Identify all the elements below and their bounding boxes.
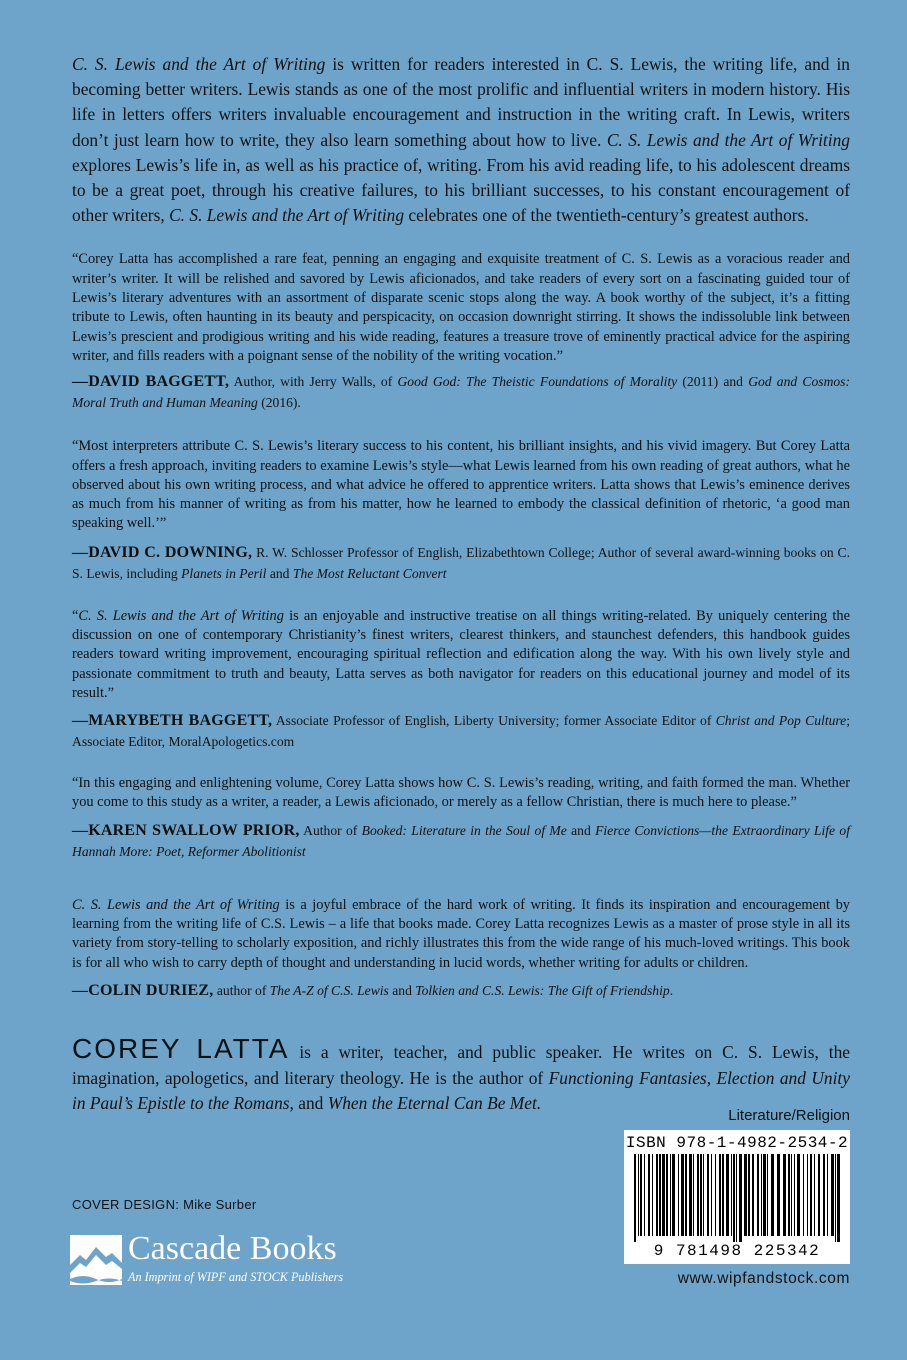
attribution-title: The A-Z of C.S. Lewis <box>269 982 389 998</box>
attribution-text: Associate Professor of English, Liberty University; former Associate Editor of <box>272 713 716 729</box>
attribution-text: and <box>266 565 293 581</box>
endorsement-quote: “Corey Latta has accomplished a rare feat, penning an engaging and exquisite treatment of C. S. Lewis as a voracious reader and writer’s writer. It will be relished and savored by Lewis aficionados, and take readers of every sort on a fascinating guided tour of Lewis’s literary adventures with an assortment of disparate scenic stops along the way. A book worthy of the subject, it’s a fitting tribute to Lewis, often haunting in its beauty and perspicacity, on occasion downright stirring. It shows the indissoluble link between Lewis’s prescient and prodigious writing and his wide reading, features a treasure trove of eminently practical advice for the aspiring writer, and fills readers with a poignant sense of the nobility of the writing vocation.” <box>72 251 850 364</box>
barcode-bar <box>634 1154 636 1242</box>
endorser-name: —COLIN DURIEZ, <box>72 981 214 999</box>
barcode-bar <box>693 1154 694 1236</box>
quote-text: is a joyful embrace of the hard work of writing. It finds its inspiration and encouragement by learning from the writing life of C.S. Lewis – a life that books made. Corey Latta recognizes Lewis as a master of prose style in all its variety from story-telling to scholarly exposition, and richly illustrates this from the wide range of his much-loved writings. This book is for all who wish to carry depth of thought and understanding in lucid words, whether writing for adults or children. <box>72 896 850 971</box>
barcode-bar <box>731 1154 732 1236</box>
endorsement-quote: “Most interpreters attribute C. S. Lewis’s literary success to his content, his brilliant insights, and his vivid imagery. But Corey Latta offers a fresh approach, inviting readers to examine Lewis’s style—what Lewis learned from his own reading of great authors, what he observed about his own writing process, and what advice he offered to apprentice writers. Latta shows that Lewis’s eminence derives as much from his manner of writing as from his matter, how he learned to embody the classical definition of rhetoric, ‘a good man speaking well.’” <box>72 438 850 532</box>
attribution-text: Author of <box>299 822 362 838</box>
barcode-bar <box>810 1154 812 1236</box>
bio-book-title: When the Eternal Can Be Met. <box>327 1093 542 1113</box>
barcode-digits: 9 781498 225342 <box>653 1242 821 1260</box>
barcode-bar <box>777 1154 780 1236</box>
barcode-bar <box>656 1154 658 1236</box>
attribution-title: Planets in Peril <box>181 565 267 581</box>
author-name: COREY LATTA <box>72 1033 290 1064</box>
barcode-bar <box>652 1154 653 1236</box>
barcode-bar <box>797 1154 800 1236</box>
barcode-bar <box>703 1154 704 1236</box>
endorsement <box>72 896 850 1001</box>
publisher-website: www.wipfandstock.com <box>677 1270 850 1287</box>
barcode-bar <box>666 1154 668 1236</box>
attribution-text: Author, with Jerry Walls, of <box>229 374 398 390</box>
barcode-bar <box>803 1154 804 1236</box>
barcode-bar <box>757 1154 759 1236</box>
barcode-bar <box>670 1154 671 1236</box>
barcode-bar <box>689 1154 692 1236</box>
publisher-logo <box>70 1232 410 1292</box>
attribution-title: Fierce Convictions—the Extraordinary Life of Hannah More: Poet, Reformer Abolitionist <box>72 822 850 859</box>
barcode-bar <box>744 1154 747 1236</box>
barcode-bar <box>739 1154 742 1242</box>
barcode-bar <box>752 1154 754 1236</box>
endorsement-attribution <box>72 371 850 413</box>
endorsement-quote <box>72 896 850 973</box>
book-title-italic: C. S. Lewis and the Art of Writing <box>72 896 280 913</box>
barcode-bar <box>700 1154 702 1236</box>
barcode-bar <box>791 1154 792 1236</box>
endorser-name: —MARYBETH BAGGETT, <box>72 712 273 730</box>
barcode-bar <box>794 1154 795 1236</box>
barcode-bar <box>788 1154 790 1236</box>
publisher-tagline: An Imprint of WIPF and STOCK Publishers <box>128 1270 344 1284</box>
attribution-text: ; Associate Editor, MoralApologetics.com <box>72 713 850 750</box>
barcode-bar <box>807 1154 808 1236</box>
barcode-icon <box>630 1154 844 1242</box>
barcode-bar <box>767 1154 768 1236</box>
barcode-bar <box>835 1154 836 1242</box>
barcode-bar <box>685 1154 687 1236</box>
back-cover-text <box>72 52 850 1001</box>
barcode-bar <box>818 1154 820 1236</box>
barcode-bar <box>644 1154 645 1236</box>
endorser-name: —DAVID C. DOWNING, <box>72 543 253 561</box>
barcode-bar <box>719 1154 721 1236</box>
barcode-bar <box>814 1154 815 1236</box>
attribution-text: and <box>566 822 596 838</box>
attribution-text: author of <box>213 982 270 998</box>
category-label: Literature/Religion <box>728 1107 850 1124</box>
barcode-bar <box>736 1154 737 1242</box>
endorsement-quote <box>72 607 850 703</box>
cover-design-credit: COVER DESIGN: Mike Surber <box>72 1197 257 1212</box>
endorsement-quote: “In this engaging and enlightening volume, Corey Latta shows how C. S. Lewis’s reading, writing, and faith formed the man. Whether you come to this study as a writer, a reader, a Lewis aficionado, or merely as a fellow Christian, there is much here to please.” <box>72 775 850 811</box>
attribution-title: God and Cosmos: Moral Truth and Human Meaning <box>72 374 850 411</box>
barcode-bar <box>748 1154 750 1236</box>
publisher-name: Cascade Books <box>128 1230 337 1267</box>
barcode-bar <box>771 1154 774 1236</box>
barcode-bar <box>711 1154 712 1236</box>
endorsement <box>72 607 850 752</box>
mountain-logo-icon <box>70 1235 122 1285</box>
endorsement <box>72 774 850 862</box>
attribution-text: R. W. Schlosser Professor of English, Elizabethtown College; Author of several award-winning books on C. S. Lewis, including <box>72 544 850 581</box>
barcode-bar <box>681 1154 684 1236</box>
barcode-bar <box>763 1154 766 1236</box>
barcode-bar <box>678 1154 679 1236</box>
barcode-bar <box>761 1154 762 1236</box>
barcode-bar <box>733 1154 735 1242</box>
barcode-bar <box>715 1154 716 1236</box>
book-title-italic: C. S. Lewis and the Art of Writing <box>78 607 284 624</box>
barcode-bar <box>707 1154 709 1236</box>
barcode-bar <box>823 1154 825 1236</box>
barcode-bar <box>697 1154 699 1236</box>
quote-mark: “ <box>72 607 79 624</box>
book-description <box>72 52 850 228</box>
isbn-barcode <box>624 1130 850 1264</box>
endorsement-attribution <box>72 710 850 752</box>
attribution-title: Tolkien and C.S. Lewis: The Gift of Friendship <box>415 982 670 998</box>
barcode-bar <box>638 1154 639 1236</box>
endorsement-attribution <box>72 542 850 584</box>
barcode-bar <box>726 1154 729 1236</box>
description-text: is written for readers interested in C. S. Lewis, the writing life, and in becoming better writers. Lewis stands as one of the most prolific and influential writers in modern history. His life in letters offers writers invaluable encouragement and instruction in the writing craft. In Lewis, writers don’t just learn how to write, they also learn something about how to live. <box>72 54 850 150</box>
endorser-name: —KAREN SWALLOW PRIOR, <box>72 821 300 839</box>
attribution-text: (2011) and <box>677 374 749 390</box>
barcode-bar <box>672 1154 675 1236</box>
description-text: celebrates one of the twentieth-century’s greatest authors. <box>404 205 809 226</box>
author-bio <box>72 1033 850 1117</box>
barcode-bar <box>640 1154 642 1236</box>
book-title-italic: C. S. Lewis and the Art of Writing <box>169 205 405 226</box>
bio-text: is a writer, teacher, and public speaker. He writes on C. S. Lewis, the imagination, apologetics, and literary theology. He is the author of <box>72 1042 850 1088</box>
endorsement <box>72 250 850 413</box>
barcode-bar <box>722 1154 724 1236</box>
quote-text: is an enjoyable and instructive treatise on all things writing-related. By uniquely centering the discussion on one of contemporary Christianity’s finest writers, clearest thinkers, and staunchest defenders, this handbook guides readers toward writing improvement, encouraging spiritual reflection and edification along the way. With his own lively style and passionate commitment to truth and beauty, Latta serves as both navigator for readers on this educational journey and model of its result.” <box>72 607 850 701</box>
barcode-bar <box>662 1154 665 1236</box>
barcode-bar <box>837 1154 840 1242</box>
barcode-bar <box>827 1154 828 1236</box>
book-title-italic: C. S. Lewis and the Art of Writing <box>72 54 326 74</box>
description-text: explores Lewis’s life in, as well as his practice of, writing. From his avid reading life, to his adolescent dreams to be a great poet, through his creative failures, to his brilliant successes, to his constant encouragement of other writers, <box>72 154 850 226</box>
endorsement-attribution <box>72 820 850 862</box>
endorser-name: —DAVID BAGGETT, <box>72 373 230 391</box>
barcode-bar <box>831 1154 834 1236</box>
attribution-title: The Most Reluctant Convert <box>292 565 447 581</box>
barcode-bar <box>648 1154 650 1236</box>
barcode-bar <box>783 1154 786 1236</box>
bio-text: and <box>293 1093 328 1113</box>
barcode-bar <box>659 1154 661 1236</box>
endorsement <box>72 437 850 583</box>
attribution-text: (2016). <box>257 395 301 411</box>
book-title-italic: C. S. Lewis and the Art of Writing <box>606 129 850 150</box>
attribution-text: and <box>388 982 416 998</box>
isbn-label: ISBN 978-1-4982-2534-2 <box>625 1134 849 1152</box>
attribution-title: Good God: The Theistic Foundations of Morality <box>397 374 678 390</box>
attribution-text: . <box>669 982 674 998</box>
bio-book-title: Functioning Fantasies, Election and Unity in Paul’s Epistle to the Romans, <box>72 1067 850 1113</box>
endorsement-attribution <box>72 980 850 1001</box>
attribution-title: Christ and Pop Culture <box>715 713 847 729</box>
attribution-title: Booked: Literature in the Soul of Me <box>361 822 567 838</box>
